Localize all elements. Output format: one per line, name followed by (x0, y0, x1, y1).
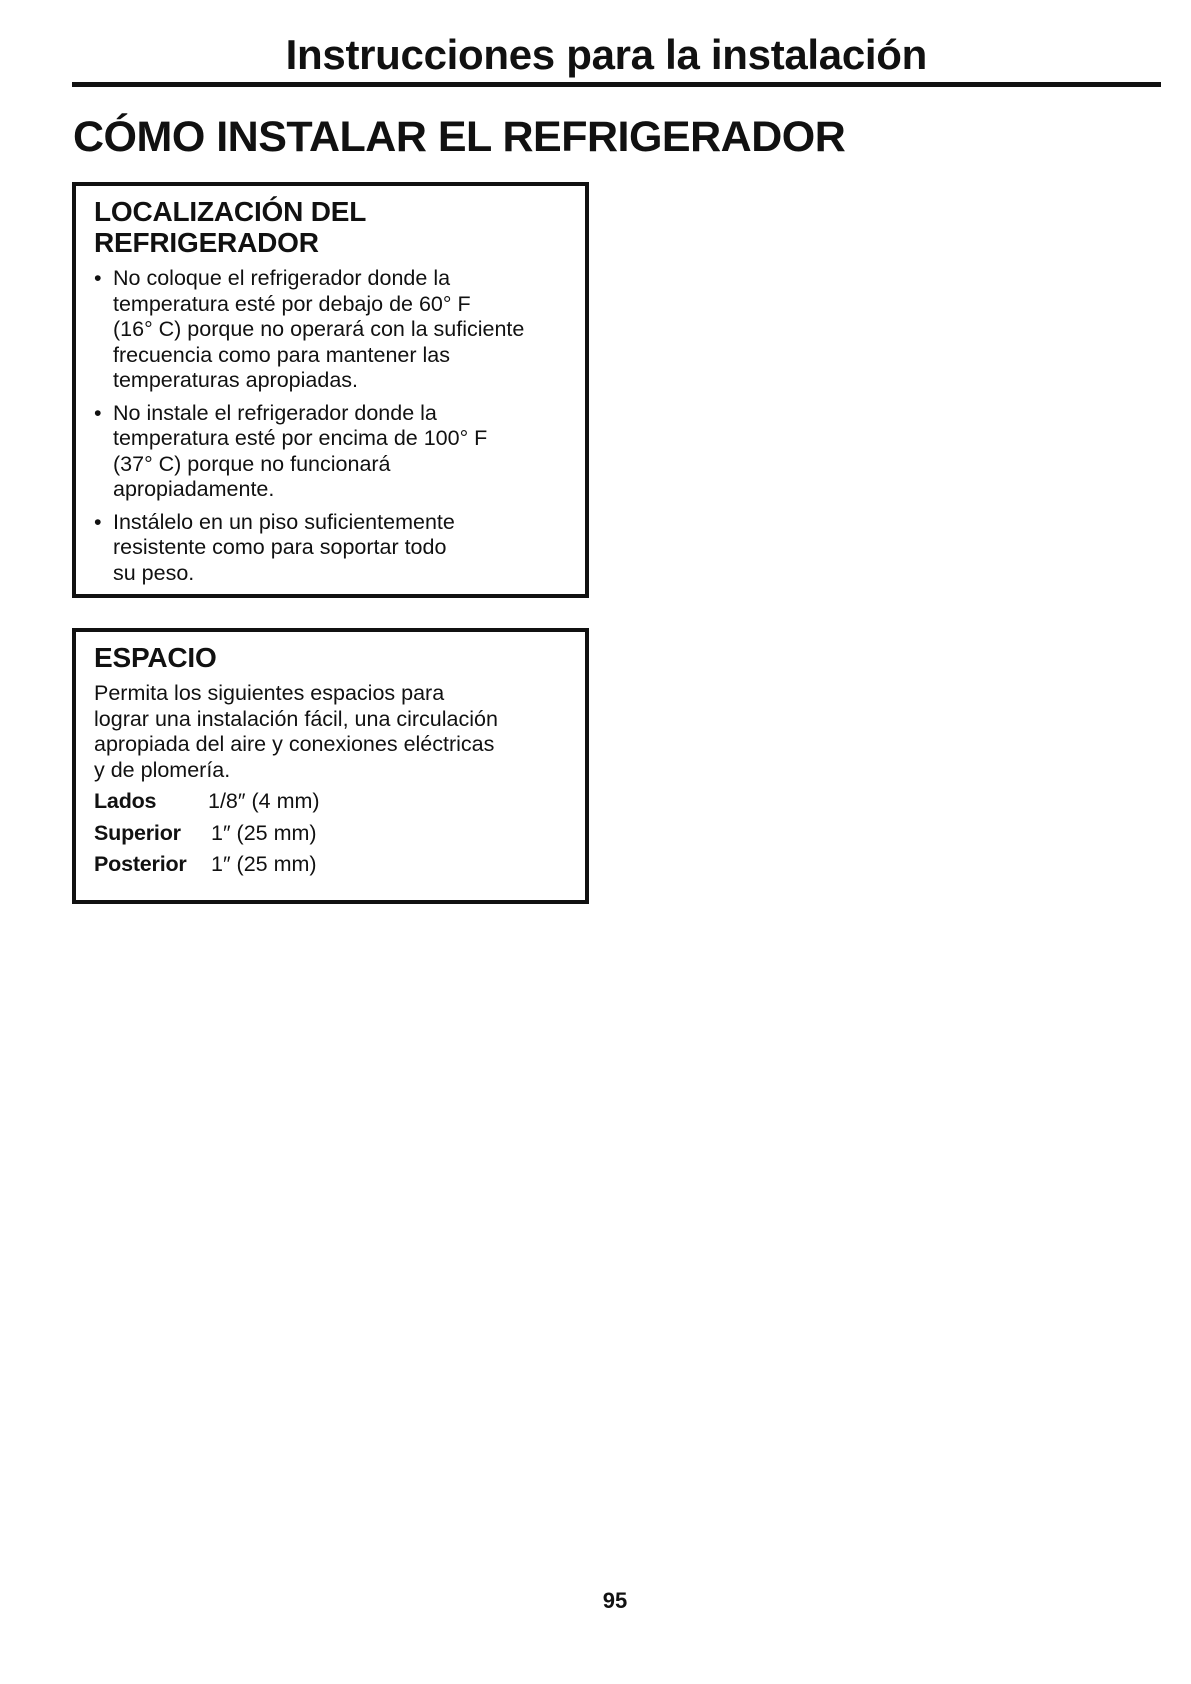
clearance-value: 1″ (25 mm) (211, 852, 317, 876)
clearance-row-back (94, 852, 563, 878)
location-bullet-item: • Instálelo en un piso suficientemente resistente como para soportar todo su peso. (94, 510, 563, 587)
location-bullet-item: • No coloque el refrigerador donde la temperatura esté por debajo de 60° F (16° C) porque no operará con la suficiente frecuencia como para mantener las temperaturas apropiadas. (94, 266, 563, 394)
location-section-title: LOCALIZACIÓN DEL REFRIGERADOR (94, 196, 367, 258)
location-bullet-item: • No instale el refrigerador donde la temperatura esté por encima de 100° F (37° C) porque no funcionará apropiadamente. (94, 401, 563, 503)
clearance-label: Superior (94, 820, 181, 845)
clearance-label: Posterior (94, 852, 187, 876)
clearance-row-top (94, 821, 563, 847)
clearance-row-sides (94, 789, 563, 815)
space-intro-text: Permita los siguientes espacios para lograr una instalación fácil, una circulación apropiada del aire y conexiones eléctricas y de plomería. (94, 681, 498, 782)
location-bullet-list (94, 266, 563, 586)
page-title: CÓMO INSTALAR EL REFRIGERADOR (73, 113, 846, 161)
space-section (72, 628, 589, 904)
space-section-title: ESPACIO (94, 642, 217, 673)
running-header (72, 30, 1161, 87)
page-number: 95 (602, 1588, 628, 1613)
clearance-value: 1″ (25 mm) (211, 820, 317, 845)
running-header-title: Instrucciones para la instalación (285, 31, 927, 78)
clearance-label: Lados (94, 789, 157, 813)
clearance-value: 1/8″ (4 mm) (208, 789, 320, 813)
location-section (72, 182, 589, 598)
